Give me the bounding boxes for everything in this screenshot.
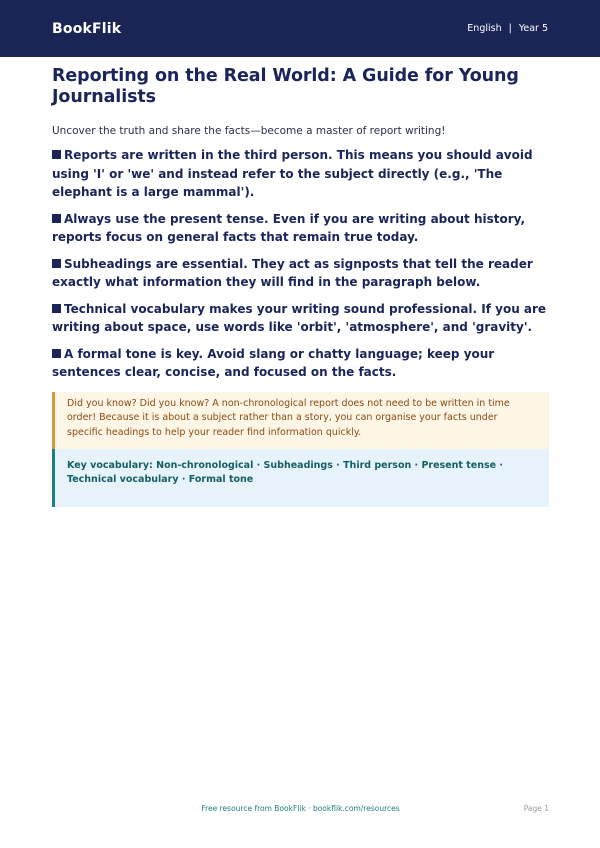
bullet-square-icon xyxy=(52,150,61,159)
list-item xyxy=(52,210,549,247)
list-item-text: Subheadings are essential. They act as signposts that tell the reader exactly what information they will find in the paragraph below. xyxy=(52,256,533,289)
subject-label: English xyxy=(467,23,502,34)
did-you-know-callout: Did you know? Did you know? A non-chronological report does not need to be written in time order! Because it is about a subject rather than a story, you can organise your facts under specific headings to help your reader find information quickly. xyxy=(52,392,549,450)
page-footer xyxy=(52,801,549,815)
list-item xyxy=(52,300,549,337)
year-label: Year 5 xyxy=(518,23,548,34)
bullet-square-icon xyxy=(52,304,61,313)
list-item xyxy=(52,345,549,382)
footer-credit-link[interactable]: Free resource from BookFlik · bookflik.com/resources xyxy=(201,803,400,813)
bullet-square-icon xyxy=(52,214,61,223)
list-item xyxy=(52,146,549,202)
subject-meta xyxy=(467,23,548,34)
page-title: Reporting on the Real World: A Guide for Young Journalists xyxy=(52,66,519,107)
page-subtitle: Uncover the truth and share the facts—become a master of report writing! xyxy=(52,125,446,137)
key-vocabulary-box: Key vocabulary: Non-chronological · Subheadings · Third person · Present tense · Technical vocabulary · Formal tone xyxy=(52,449,549,507)
bullet-square-icon xyxy=(52,259,61,268)
page-number: Page 1 xyxy=(523,803,549,813)
top-banner xyxy=(0,0,600,57)
list-item-text: Always use the present tense. Even if you are writing about history, reports focus on general facts that remain true today. xyxy=(52,211,526,244)
brand-logo[interactable]: BookFlik xyxy=(52,20,122,37)
main-content xyxy=(52,66,549,507)
bullet-square-icon xyxy=(52,349,61,358)
list-item-text: A formal tone is key. Avoid slang or chatty language; keep your sentences clear, concise, and focused on the facts. xyxy=(52,346,495,379)
tips-list xyxy=(52,146,549,382)
meta-separator: | xyxy=(508,23,512,34)
list-item-text: Technical vocabulary makes your writing sound professional. If you are writing about space, use words like 'orbit', 'atmosphere', and 'gravity'. xyxy=(52,301,547,334)
list-item-text: Reports are written in the third person. This means you should avoid using 'I' or 'we' and instead refer to the subject directly (e.g., 'The elephant is a large mammal'). xyxy=(52,148,533,199)
list-item xyxy=(52,255,549,292)
